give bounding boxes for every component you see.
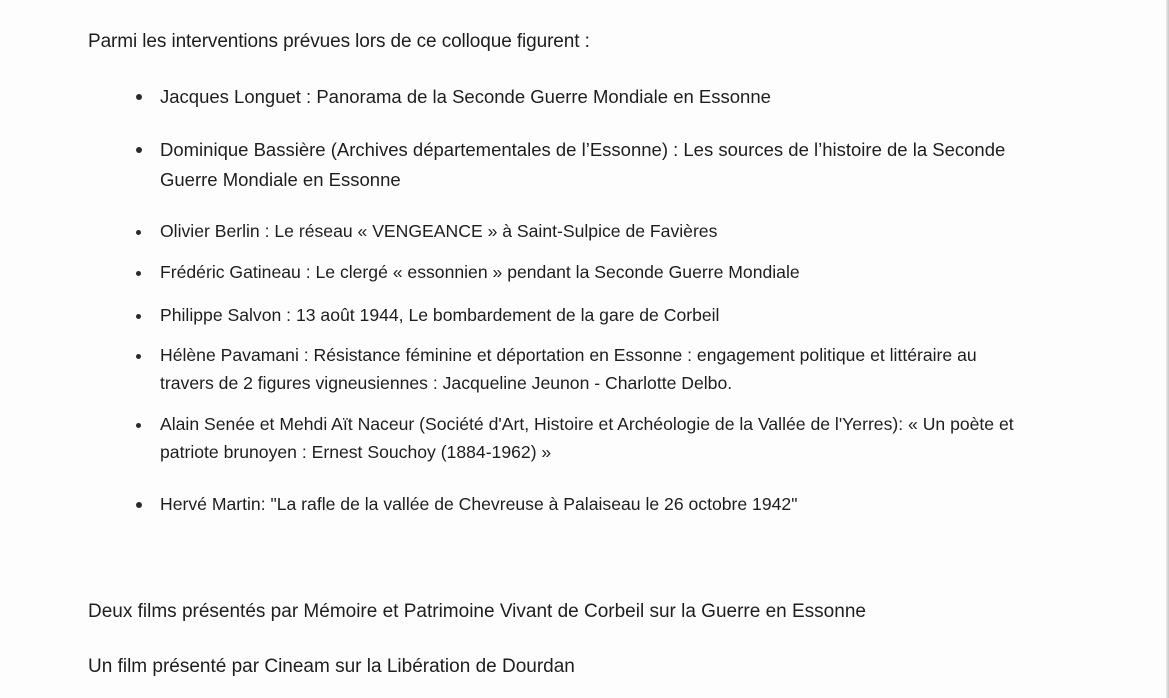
list-item-text: Dominique Bassière (Archives départementales de l’Essonne) : Les sources de l’histoire de la Seconde [160,139,1006,160]
list-item-text: travers de 2 figures vigneusiennes : Jacqueline Jeunon - Charlotte Delbo. [160,373,733,393]
list-item [160,301,1150,329]
list-item-text: Hervé Martin: "La rafle de la vallée de Chevreuse à Palaiseau le 26 octobre 1942" [160,494,798,514]
list-item-text: Alain Senée et Mehdi Aït Naceur (Société d'Art, Histoire et Archéologie de la Vallée de l'Yerres): « Un poète et [160,414,1014,434]
list-item [160,217,1150,245]
list-item [160,410,1150,466]
bullet-icon [136,94,142,100]
bullet-icon [136,230,141,235]
list-item [160,490,1150,518]
list-item-text: Philippe Salvon : 13 août 1944, Le bombardement de la gare de Corbeil [160,305,720,325]
list-item-text: Olivier Berlin : Le réseau « VENGEANCE » à Saint-Sulpice de Favières [160,221,718,241]
bullet-icon [136,314,141,319]
list-item-text: Hélène Pavamani : Résistance féminine et déportation en Essonne : engagement politique et littéraire au [160,345,977,365]
intro-text: Parmi les interventions prévues lors de ce colloque figurent : [88,31,590,52]
list-item-text: Jacques Longuet : Panorama de la Seconde Guerre Mondiale en Essonne [160,86,771,107]
bullet-icon [136,354,141,359]
list-item-text: Frédéric Gatineau : Le clergé « essonnien » pendant la Seconde Guerre Mondiale [160,262,800,282]
films-announcement: Deux films présentés par Mémoire et Patrimoine Vivant de Corbeil sur la Guerre en Essonne [88,601,866,622]
list-item [160,82,1150,112]
list-item [160,341,1150,397]
bullet-icon [136,423,141,428]
bullet-icon [136,271,141,276]
bullet-icon [136,147,142,153]
bullet-icon [136,502,142,508]
list-item [160,258,1150,286]
film-announcement: Un film présenté par Cineam sur la Libération de Dourdan [88,656,575,677]
list-item-text: patriote brunoyen : Ernest Souchoy (1884-1962) » [160,442,552,462]
list-item [160,135,1150,195]
list-item-text: Guerre Mondiale en Essonne [160,169,401,190]
